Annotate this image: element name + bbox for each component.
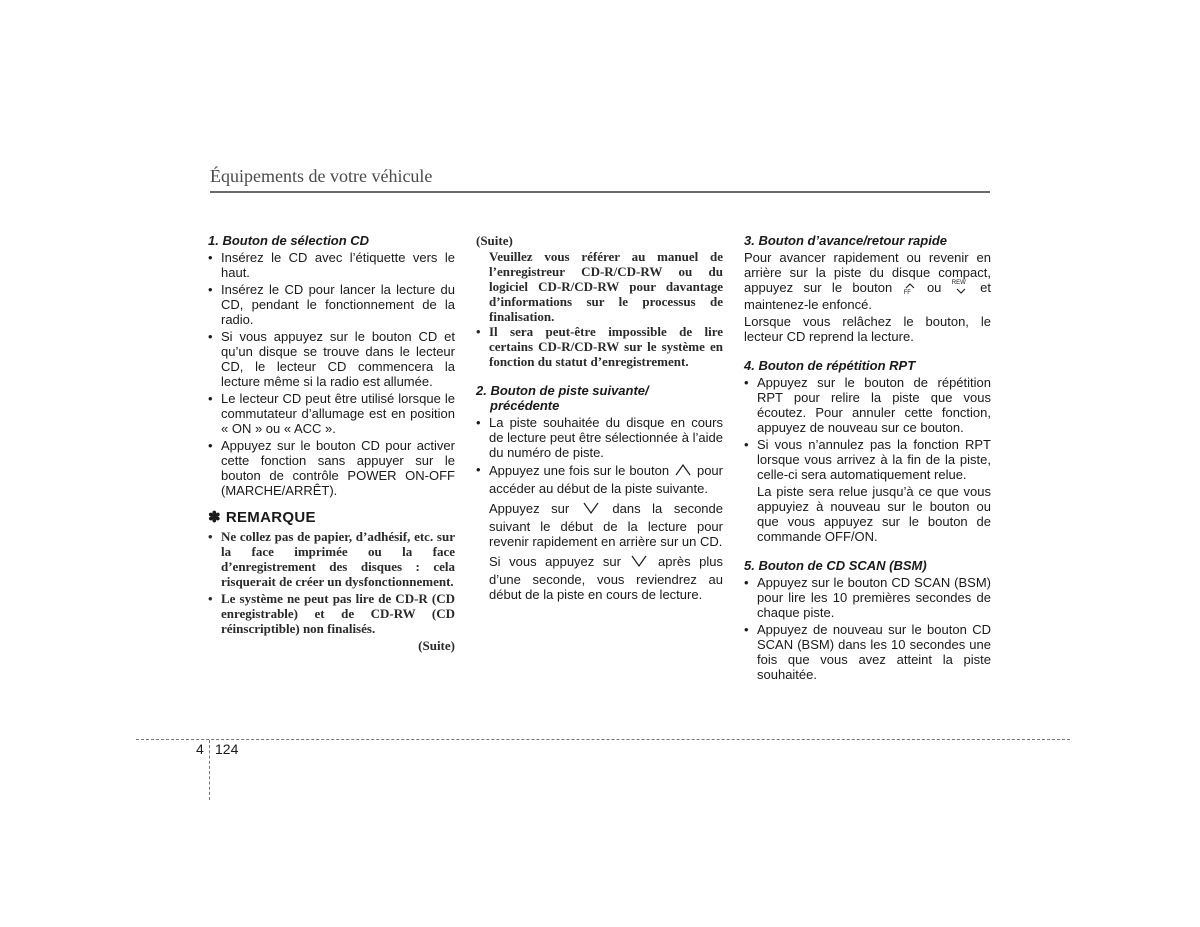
list-item-text: pour accéder au début de la piste suivante. (489, 462, 723, 496)
sub-paragraph: La piste sera relue jusqu’à ce que vous appuyiez à nouveau sur le bouton ou que vous appuyez sur le bouton de commande OFF/ON. (757, 483, 991, 544)
list-item-text: Appuyez une fois sur le bouton (489, 462, 670, 478)
rew-label: REW (951, 279, 966, 286)
title-divider (210, 191, 990, 193)
repeat-list (744, 375, 991, 482)
section-heading-scan: 5. Bouton de CD SCAN (BSM) (744, 557, 927, 573)
remark-item: • Le système ne peut pas lire de CD-R (CD enregistrable) et de CD-RW (CD réinscriptible) non finalisés. (208, 591, 455, 636)
paragraph-text: Pour avancer rapidement ou revenir en arrière sur la piste du disque compact, appuyez sur le bouton (744, 250, 991, 295)
continued-label: (Suite) (476, 233, 513, 248)
paragraph-text: ou (926, 280, 942, 295)
track-up-icon (673, 462, 693, 481)
section-heading-line: précédente (490, 398, 560, 413)
list-item: • Insérez le CD avec l’étiquette vers le haut. (208, 250, 455, 280)
remark-heading (208, 510, 455, 525)
continued-label: (Suite) (418, 638, 455, 653)
paragraph-text: et maintenez-le enfoncé. (744, 280, 991, 312)
footer-vertical-divider (209, 740, 210, 800)
sub-text: Appuyez sur (489, 500, 570, 516)
scan-list (744, 575, 991, 682)
sub-paragraph (476, 553, 723, 602)
remark-continuation: Veuillez vous référer au manuel de l’enregistreur CD-R/CD-RW ou du logiciel CD-R/CD-RW pour davantage d’informations sur le processus de finalisation. (489, 249, 723, 324)
rewind-icon (952, 281, 970, 297)
section-heading-seek: 3. Bouton d’avance/retour rapide (744, 233, 947, 248)
sub-text: dans la seconde suivant le début de la lecture pour revenir rapidement en arrière sur un CD. (489, 500, 723, 549)
page-title: Équipements de votre véhicule (210, 166, 433, 186)
list-item: • Appuyez sur le bouton CD SCAN (BSM) pour lire les 10 premières secondes de chaque piste. (744, 575, 991, 620)
remark-item: • Ne collez pas de papier, d’adhésif, etc. sur la face imprimée ou la face d’enregistrement des disques : cela risquerait de créer un dysfonctionnement. (208, 529, 455, 589)
section-heading-track (476, 383, 723, 413)
track-down-icon (629, 553, 649, 572)
list-item: • Insérez le CD pour lancer la lecture du CD, pendant le fonctionnement de la radio. (208, 282, 455, 327)
seek-release-paragraph: Lorsque vous relâchez le bouton, le lecteur CD reprend la lecture. (744, 313, 991, 344)
footer-divider (136, 739, 1070, 740)
remark-list (208, 529, 455, 636)
fast-forward-icon (903, 281, 917, 297)
list-item: • Appuyez sur le bouton CD pour activer cette fonction sans appuyer sur le bouton de contrôle POWER ON-OFF (MARCHE/ARRÊT). (208, 438, 455, 498)
ff-label: FF (903, 289, 911, 296)
track-down-icon (581, 500, 601, 519)
section-heading-cd-select: 1. Bouton de sélection CD (208, 233, 370, 248)
column-1 (208, 233, 455, 653)
seek-paragraph (744, 250, 991, 312)
remark-title: REMARQUE (225, 509, 316, 526)
column-2 (476, 233, 723, 602)
list-item (476, 462, 723, 496)
cd-select-list (208, 250, 455, 498)
chapter-number: 4 (196, 741, 204, 757)
sub-text: après plus d’une seconde, vous reviendrez au début de la piste en cours de lecture. (489, 553, 723, 602)
page-number: 124 (215, 741, 239, 757)
list-item: • Appuyez sur le bouton de répétition RPT pour relire la piste que vous écoutez. Pour annuler cette fonction, appuyez de nouveau sur ce bouton. (744, 375, 991, 435)
list-item: • Si vous n’annulez pas la fonction RPT lorsque vous arrivez à la fin de la piste, celle-ci sera automatiquement relue. (744, 437, 991, 482)
list-item: • Le lecteur CD peut être utilisé lorsque le commutateur d’allumage est en position « ON » ou « ACC ». (208, 391, 455, 436)
remark-star-icon: ✽ (208, 509, 221, 526)
remark-list (476, 324, 723, 369)
list-item: • Si vous appuyez sur le bouton CD et qu’un disque se trouve dans le lecteur CD, le lecteur CD commencera la lecture même si la radio est allumée. (208, 329, 455, 389)
remark-item: • Il sera peut-être impossible de lire certains CD-R/CD-RW sur le système en fonction du statut d’enregistrement. (476, 324, 723, 369)
column-3 (744, 233, 991, 684)
section-heading-line: 2. Bouton de piste suivante/ (476, 383, 649, 398)
sub-text: Si vous appuyez sur (489, 553, 621, 569)
sub-paragraph (476, 500, 723, 549)
track-list (476, 415, 723, 496)
list-item: • La piste souhaitée du disque en cours de lecture peut être sélectionnée à l’aide du numéro de piste. (476, 415, 723, 460)
section-heading-repeat: 4. Bouton de répétition RPT (744, 357, 916, 373)
list-item: • Appuyez de nouveau sur le bouton CD SCAN (BSM) dans les 10 secondes une fois que vous avez atteint la piste souhaitée. (744, 622, 991, 682)
